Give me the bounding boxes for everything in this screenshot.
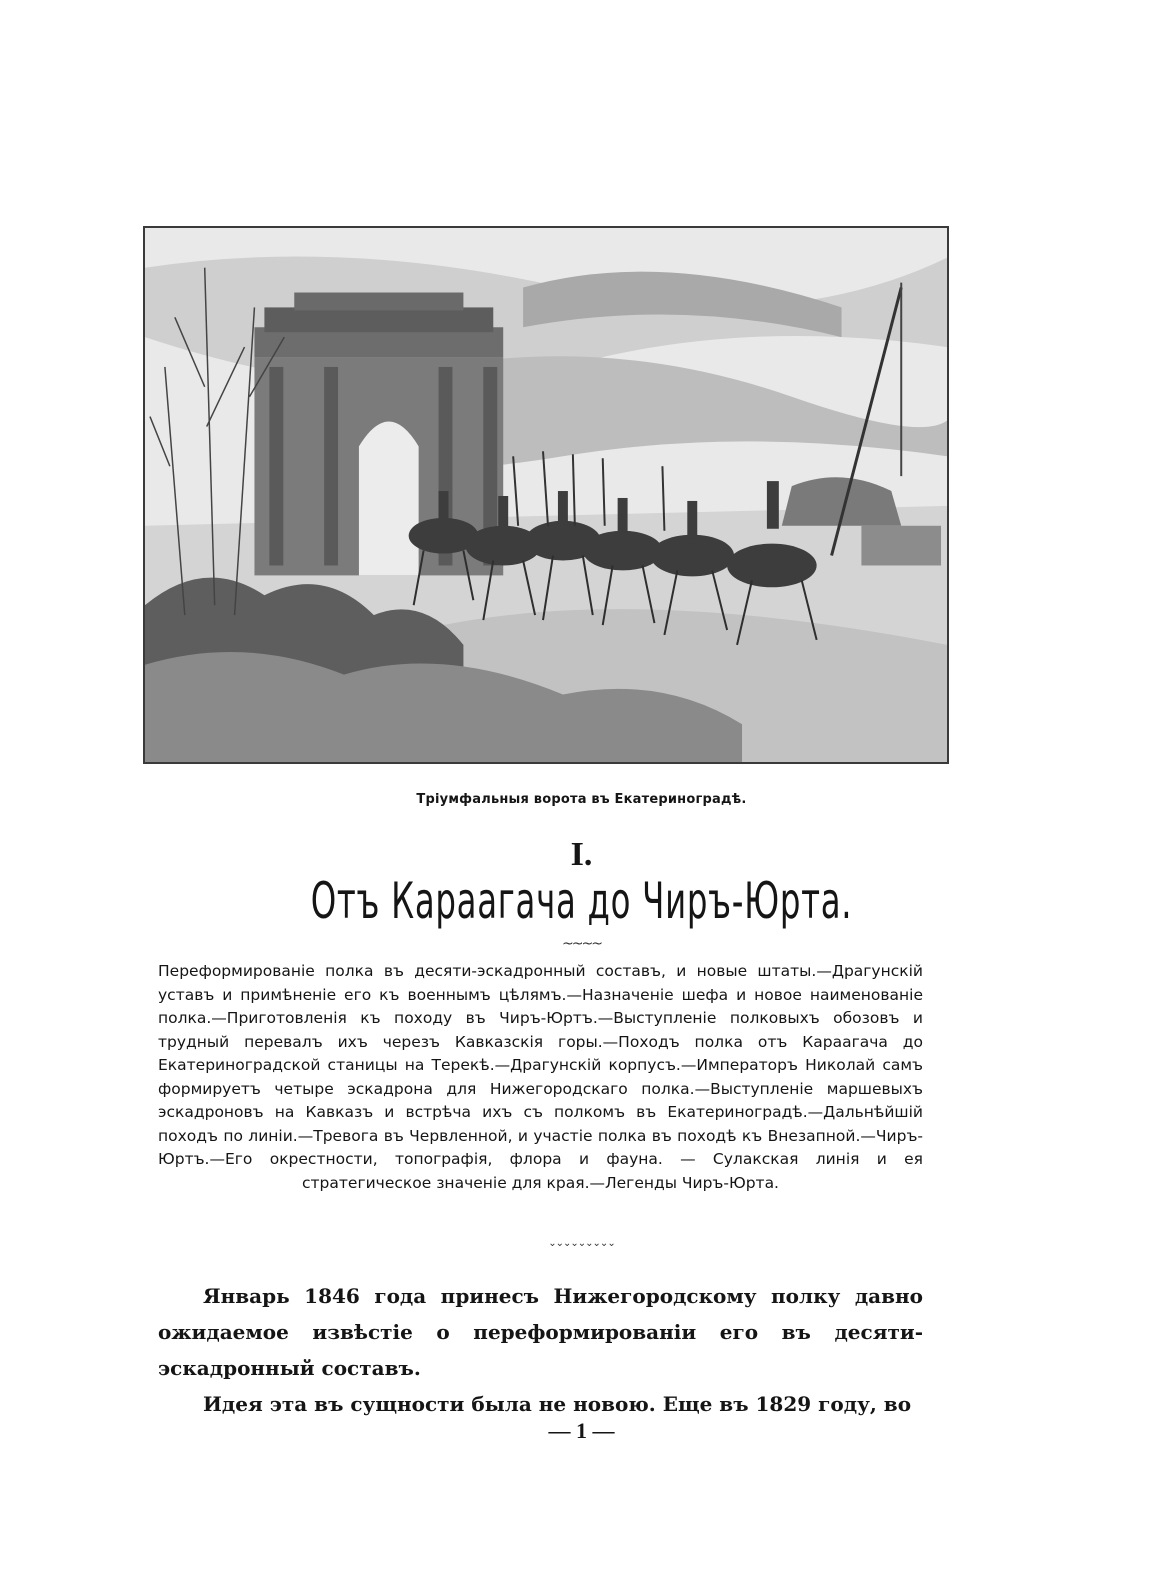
ornament-divider-top: ~~~~ bbox=[562, 936, 601, 952]
body-text bbox=[158, 1278, 923, 1422]
chapter-title: Отъ Караагача до Чиръ-Юрта. bbox=[310, 872, 853, 930]
chapter-summary: Переформированіе полка въ десяти-эскадронный составъ, и новые штаты.—Драгунскій уставъ и примѣненіе его къ военнымъ цѣлямъ.—Назначеніе шефа и новое наименованіе полка.—Приготовленія къ походу въ Чиръ-Юртъ.—Выступленіе полковыхъ обозовъ и трудный перевалъ ихъ черезъ Кавказскія горы.—Походъ полка отъ Караагача до Екатериноградской станицы на Терекѣ.—Драгунскій корпусъ.—Императоръ Николай самъ формируетъ четыре эскадрона для Нижегородскаго полка.—Выступленіе маршевыхъ эскадроновъ на Кавказъ и встрѣча ихъ съ полкомъ въ Екатериноградѣ.—Дальнѣйшій походъ по линіи.—Тревога въ Червленной, и участіе полка въ походѣ къ Внезапной.—Чиръ-Юртъ.—Его окрестности, топографія, флора и фауна. — Сулакская линія и ея стратегическое значеніе для края.—Легенды Чиръ-Юрта. bbox=[158, 962, 923, 1192]
illustration-caption: Тріумфальныя ворота въ Екатериноградѣ. bbox=[416, 792, 747, 807]
paragraph: Январь 1846 года принесъ Нижегородскому полку давно ожидаемое извѣстіе о переформированіи его въ десяти-эскадронный составъ. bbox=[158, 1284, 923, 1380]
ornament-divider-bottom: ⌄⌄⌄⌄⌄⌄⌄⌄⌄ bbox=[548, 1238, 615, 1249]
page-number: — 1 — bbox=[548, 1418, 615, 1443]
engraving-image bbox=[145, 228, 947, 762]
illustration-engraving bbox=[143, 226, 949, 764]
paragraph: Идея эта въ сущности была не новою. Еще въ 1829 году, во bbox=[203, 1392, 912, 1416]
chapter-number: I. bbox=[570, 836, 593, 873]
